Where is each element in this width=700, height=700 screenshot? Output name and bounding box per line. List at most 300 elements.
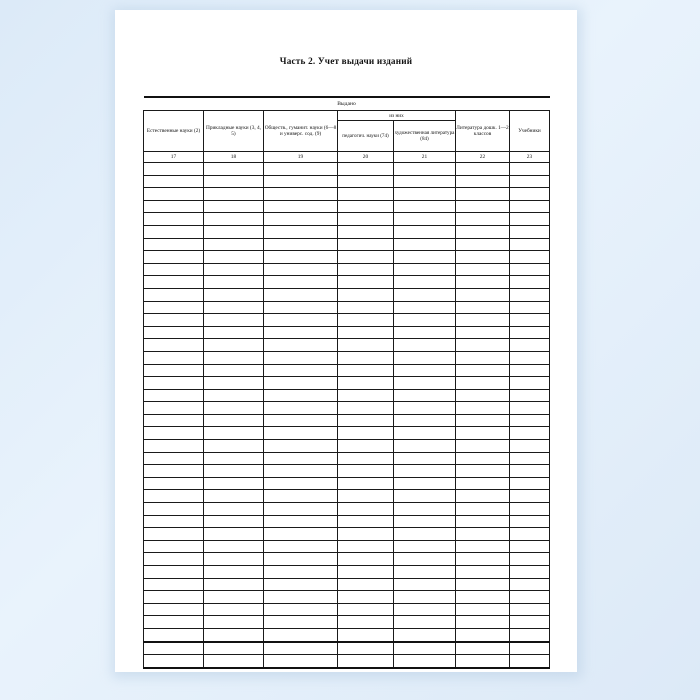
table-cell[interactable] — [144, 175, 204, 188]
table-cell[interactable] — [394, 175, 456, 188]
table-cell[interactable] — [264, 440, 338, 453]
table-cell[interactable] — [204, 288, 264, 301]
table-cell[interactable] — [144, 655, 204, 668]
table-cell[interactable] — [394, 477, 456, 490]
table-cell[interactable] — [510, 263, 550, 276]
table-cell[interactable] — [144, 477, 204, 490]
table-cell[interactable] — [144, 616, 204, 629]
table-cell[interactable] — [204, 163, 264, 176]
table-cell[interactable] — [338, 301, 394, 314]
table-cell[interactable] — [394, 314, 456, 327]
table-cell[interactable] — [456, 655, 510, 668]
table-cell[interactable] — [338, 175, 394, 188]
table-row[interactable] — [144, 377, 550, 390]
table-cell[interactable] — [394, 465, 456, 478]
table-cell[interactable] — [394, 377, 456, 390]
table-cell[interactable] — [510, 251, 550, 264]
table-cell[interactable] — [144, 440, 204, 453]
table-cell[interactable] — [204, 452, 264, 465]
table-cell[interactable] — [144, 163, 204, 176]
table-cell[interactable] — [264, 503, 338, 516]
table-row[interactable] — [144, 628, 550, 641]
table-cell[interactable] — [264, 364, 338, 377]
table-cell[interactable] — [144, 288, 204, 301]
table-cell[interactable] — [510, 225, 550, 238]
table-cell[interactable] — [394, 578, 456, 591]
table-cell[interactable] — [338, 591, 394, 604]
table-cell[interactable] — [394, 263, 456, 276]
table-cell[interactable] — [338, 414, 394, 427]
table-cell[interactable] — [510, 477, 550, 490]
table-cell[interactable] — [144, 642, 204, 655]
table-cell[interactable] — [204, 276, 264, 289]
table-row[interactable] — [144, 440, 550, 453]
table-cell[interactable] — [394, 490, 456, 503]
table-cell[interactable] — [510, 339, 550, 352]
table-cell[interactable] — [338, 213, 394, 226]
table-row[interactable] — [144, 642, 550, 655]
table-cell[interactable] — [394, 251, 456, 264]
table-cell[interactable] — [338, 490, 394, 503]
table-cell[interactable] — [144, 414, 204, 427]
table-cell[interactable] — [204, 188, 264, 201]
table-cell[interactable] — [338, 515, 394, 528]
table-row[interactable] — [144, 477, 550, 490]
table-cell[interactable] — [264, 566, 338, 579]
table-cell[interactable] — [144, 301, 204, 314]
table-cell[interactable] — [338, 642, 394, 655]
table-cell[interactable] — [456, 225, 510, 238]
table-cell[interactable] — [264, 301, 338, 314]
table-cell[interactable] — [338, 655, 394, 668]
table-cell[interactable] — [144, 225, 204, 238]
table-cell[interactable] — [144, 402, 204, 415]
table-cell[interactable] — [204, 326, 264, 339]
table-cell[interactable] — [456, 591, 510, 604]
table-cell[interactable] — [338, 377, 394, 390]
table-cell[interactable] — [456, 288, 510, 301]
table-cell[interactable] — [338, 200, 394, 213]
table-cell[interactable] — [264, 642, 338, 655]
table-cell[interactable] — [510, 628, 550, 641]
table-cell[interactable] — [456, 251, 510, 264]
table-cell[interactable] — [394, 276, 456, 289]
table-cell[interactable] — [456, 553, 510, 566]
table-row[interactable] — [144, 263, 550, 276]
table-cell[interactable] — [264, 351, 338, 364]
table-cell[interactable] — [204, 200, 264, 213]
table-cell[interactable] — [456, 427, 510, 440]
table-cell[interactable] — [510, 314, 550, 327]
table-cell[interactable] — [510, 553, 550, 566]
table-cell[interactable] — [456, 364, 510, 377]
table-cell[interactable] — [338, 225, 394, 238]
table-row[interactable] — [144, 591, 550, 604]
table-row[interactable] — [144, 351, 550, 364]
table-cell[interactable] — [510, 213, 550, 226]
table-cell[interactable] — [394, 440, 456, 453]
table-cell[interactable] — [144, 452, 204, 465]
table-cell[interactable] — [394, 655, 456, 668]
table-row[interactable] — [144, 616, 550, 629]
table-cell[interactable] — [204, 477, 264, 490]
table-cell[interactable] — [456, 528, 510, 541]
table-cell[interactable] — [394, 628, 456, 641]
table-cell[interactable] — [264, 389, 338, 402]
table-cell[interactable] — [144, 515, 204, 528]
table-cell[interactable] — [456, 566, 510, 579]
table-row[interactable] — [144, 213, 550, 226]
table-cell[interactable] — [510, 188, 550, 201]
table-cell[interactable] — [510, 238, 550, 251]
table-cell[interactable] — [338, 389, 394, 402]
table-cell[interactable] — [264, 477, 338, 490]
table-cell[interactable] — [204, 465, 264, 478]
table-cell[interactable] — [144, 528, 204, 541]
table-cell[interactable] — [510, 578, 550, 591]
table-cell[interactable] — [510, 301, 550, 314]
table-cell[interactable] — [338, 528, 394, 541]
table-row[interactable] — [144, 276, 550, 289]
table-cell[interactable] — [204, 642, 264, 655]
table-cell[interactable] — [264, 377, 338, 390]
table-cell[interactable] — [264, 288, 338, 301]
table-cell[interactable] — [510, 326, 550, 339]
table-row[interactable] — [144, 603, 550, 616]
table-cell[interactable] — [264, 238, 338, 251]
table-cell[interactable] — [264, 490, 338, 503]
table-cell[interactable] — [394, 238, 456, 251]
table-cell[interactable] — [456, 188, 510, 201]
table-cell[interactable] — [204, 616, 264, 629]
table-cell[interactable] — [204, 351, 264, 364]
table-row[interactable] — [144, 339, 550, 352]
table-cell[interactable] — [144, 566, 204, 579]
table-cell[interactable] — [338, 503, 394, 516]
table-cell[interactable] — [510, 402, 550, 415]
table-row[interactable] — [144, 175, 550, 188]
table-cell[interactable] — [204, 503, 264, 516]
table-cell[interactable] — [394, 163, 456, 176]
table-cell[interactable] — [394, 225, 456, 238]
table-cell[interactable] — [204, 238, 264, 251]
table-cell[interactable] — [394, 540, 456, 553]
table-cell[interactable] — [144, 427, 204, 440]
table-row[interactable] — [144, 515, 550, 528]
table-cell[interactable] — [204, 540, 264, 553]
table-row[interactable] — [144, 251, 550, 264]
table-cell[interactable] — [264, 263, 338, 276]
table-cell[interactable] — [510, 566, 550, 579]
table-cell[interactable] — [456, 163, 510, 176]
table-cell[interactable] — [510, 288, 550, 301]
table-cell[interactable] — [264, 175, 338, 188]
table-cell[interactable] — [204, 655, 264, 668]
table-cell[interactable] — [338, 603, 394, 616]
table-cell[interactable] — [456, 175, 510, 188]
table-cell[interactable] — [144, 263, 204, 276]
table-cell[interactable] — [204, 213, 264, 226]
table-cell[interactable] — [264, 314, 338, 327]
table-cell[interactable] — [204, 364, 264, 377]
table-cell[interactable] — [456, 276, 510, 289]
table-row[interactable] — [144, 200, 550, 213]
table-cell[interactable] — [264, 427, 338, 440]
table-cell[interactable] — [264, 225, 338, 238]
table-cell[interactable] — [456, 440, 510, 453]
table-cell[interactable] — [144, 490, 204, 503]
table-cell[interactable] — [338, 276, 394, 289]
table-cell[interactable] — [338, 452, 394, 465]
table-cell[interactable] — [394, 200, 456, 213]
table-cell[interactable] — [144, 603, 204, 616]
table-cell[interactable] — [204, 175, 264, 188]
table-cell[interactable] — [456, 452, 510, 465]
table-cell[interactable] — [394, 188, 456, 201]
table-cell[interactable] — [204, 301, 264, 314]
table-row[interactable] — [144, 540, 550, 553]
table-cell[interactable] — [338, 351, 394, 364]
table-cell[interactable] — [338, 263, 394, 276]
table-cell[interactable] — [510, 276, 550, 289]
table-cell[interactable] — [204, 251, 264, 264]
table-row[interactable] — [144, 578, 550, 591]
table-cell[interactable] — [456, 477, 510, 490]
table-cell[interactable] — [338, 427, 394, 440]
table-cell[interactable] — [338, 364, 394, 377]
table-row[interactable] — [144, 314, 550, 327]
table-cell[interactable] — [144, 389, 204, 402]
table-cell[interactable] — [144, 364, 204, 377]
table-cell[interactable] — [264, 591, 338, 604]
table-cell[interactable] — [338, 628, 394, 641]
table-cell[interactable] — [144, 238, 204, 251]
table-cell[interactable] — [510, 503, 550, 516]
table-cell[interactable] — [204, 566, 264, 579]
table-cell[interactable] — [456, 339, 510, 352]
table-cell[interactable] — [510, 389, 550, 402]
table-cell[interactable] — [144, 339, 204, 352]
table-row[interactable] — [144, 414, 550, 427]
table-cell[interactable] — [338, 188, 394, 201]
table-cell[interactable] — [338, 326, 394, 339]
table-cell[interactable] — [144, 578, 204, 591]
table-cell[interactable] — [510, 490, 550, 503]
table-cell[interactable] — [338, 251, 394, 264]
table-row[interactable] — [144, 528, 550, 541]
table-cell[interactable] — [338, 339, 394, 352]
table-cell[interactable] — [394, 364, 456, 377]
table-cell[interactable] — [144, 251, 204, 264]
table-cell[interactable] — [204, 427, 264, 440]
table-cell[interactable] — [264, 628, 338, 641]
table-cell[interactable] — [204, 314, 264, 327]
table-cell[interactable] — [144, 213, 204, 226]
table-cell[interactable] — [264, 188, 338, 201]
table-cell[interactable] — [394, 603, 456, 616]
table-cell[interactable] — [264, 213, 338, 226]
table-cell[interactable] — [510, 175, 550, 188]
table-cell[interactable] — [510, 200, 550, 213]
table-cell[interactable] — [456, 377, 510, 390]
table-cell[interactable] — [204, 578, 264, 591]
table-cell[interactable] — [394, 515, 456, 528]
table-cell[interactable] — [456, 213, 510, 226]
table-cell[interactable] — [338, 553, 394, 566]
table-cell[interactable] — [264, 540, 338, 553]
table-cell[interactable] — [394, 288, 456, 301]
table-cell[interactable] — [204, 440, 264, 453]
table-cell[interactable] — [456, 628, 510, 641]
table-cell[interactable] — [204, 225, 264, 238]
table-cell[interactable] — [264, 515, 338, 528]
table-cell[interactable] — [456, 465, 510, 478]
table-cell[interactable] — [510, 655, 550, 668]
table-cell[interactable] — [510, 616, 550, 629]
table-cell[interactable] — [394, 503, 456, 516]
table-cell[interactable] — [456, 603, 510, 616]
table-cell[interactable] — [456, 414, 510, 427]
table-cell[interactable] — [204, 628, 264, 641]
table-cell[interactable] — [456, 326, 510, 339]
table-row[interactable] — [144, 389, 550, 402]
table-cell[interactable] — [264, 578, 338, 591]
table-cell[interactable] — [264, 200, 338, 213]
table-cell[interactable] — [204, 339, 264, 352]
table-cell[interactable] — [144, 188, 204, 201]
table-cell[interactable] — [144, 276, 204, 289]
table-cell[interactable] — [204, 377, 264, 390]
table-cell[interactable] — [394, 414, 456, 427]
table-cell[interactable] — [394, 528, 456, 541]
table-cell[interactable] — [456, 642, 510, 655]
table-cell[interactable] — [338, 616, 394, 629]
table-row[interactable] — [144, 326, 550, 339]
table-cell[interactable] — [204, 414, 264, 427]
table-cell[interactable] — [510, 377, 550, 390]
table-cell[interactable] — [204, 490, 264, 503]
table-cell[interactable] — [144, 314, 204, 327]
table-cell[interactable] — [510, 427, 550, 440]
table-cell[interactable] — [456, 351, 510, 364]
table-cell[interactable] — [338, 163, 394, 176]
table-cell[interactable] — [394, 553, 456, 566]
table-row[interactable] — [144, 427, 550, 440]
table-cell[interactable] — [394, 616, 456, 629]
table-cell[interactable] — [510, 163, 550, 176]
table-cell[interactable] — [204, 389, 264, 402]
table-cell[interactable] — [394, 339, 456, 352]
table-cell[interactable] — [456, 238, 510, 251]
table-cell[interactable] — [510, 603, 550, 616]
table-cell[interactable] — [510, 465, 550, 478]
table-cell[interactable] — [338, 566, 394, 579]
table-cell[interactable] — [394, 326, 456, 339]
table-cell[interactable] — [338, 314, 394, 327]
table-row[interactable] — [144, 238, 550, 251]
table-cell[interactable] — [394, 452, 456, 465]
table-cell[interactable] — [456, 402, 510, 415]
table-cell[interactable] — [456, 540, 510, 553]
table-cell[interactable] — [264, 339, 338, 352]
table-row[interactable] — [144, 364, 550, 377]
table-cell[interactable] — [144, 628, 204, 641]
table-row[interactable] — [144, 301, 550, 314]
table-row[interactable] — [144, 452, 550, 465]
table-cell[interactable] — [144, 540, 204, 553]
table-cell[interactable] — [394, 389, 456, 402]
table-cell[interactable] — [264, 603, 338, 616]
table-cell[interactable] — [510, 440, 550, 453]
table-cell[interactable] — [510, 351, 550, 364]
table-cell[interactable] — [204, 528, 264, 541]
table-row[interactable] — [144, 188, 550, 201]
table-cell[interactable] — [264, 276, 338, 289]
table-cell[interactable] — [456, 515, 510, 528]
table-row[interactable] — [144, 503, 550, 516]
table-cell[interactable] — [510, 364, 550, 377]
table-cell[interactable] — [456, 503, 510, 516]
table-cell[interactable] — [338, 578, 394, 591]
table-cell[interactable] — [510, 452, 550, 465]
table-row[interactable] — [144, 465, 550, 478]
table-cell[interactable] — [204, 515, 264, 528]
table-cell[interactable] — [456, 578, 510, 591]
table-cell[interactable] — [394, 566, 456, 579]
table-cell[interactable] — [264, 163, 338, 176]
table-cell[interactable] — [456, 314, 510, 327]
table-cell[interactable] — [264, 553, 338, 566]
table-row[interactable] — [144, 553, 550, 566]
table-cell[interactable] — [456, 389, 510, 402]
table-cell[interactable] — [264, 251, 338, 264]
table-cell[interactable] — [204, 263, 264, 276]
table-cell[interactable] — [510, 540, 550, 553]
table-row[interactable] — [144, 655, 550, 668]
table-row[interactable] — [144, 566, 550, 579]
table-cell[interactable] — [144, 377, 204, 390]
table-cell[interactable] — [264, 414, 338, 427]
table-cell[interactable] — [510, 642, 550, 655]
table-cell[interactable] — [510, 528, 550, 541]
table-cell[interactable] — [144, 503, 204, 516]
table-cell[interactable] — [338, 402, 394, 415]
table-row[interactable] — [144, 490, 550, 503]
table-cell[interactable] — [264, 528, 338, 541]
table-cell[interactable] — [338, 540, 394, 553]
table-cell[interactable] — [338, 477, 394, 490]
table-cell[interactable] — [456, 490, 510, 503]
table-cell[interactable] — [264, 452, 338, 465]
table-cell[interactable] — [456, 200, 510, 213]
table-cell[interactable] — [338, 440, 394, 453]
table-cell[interactable] — [394, 642, 456, 655]
table-cell[interactable] — [394, 301, 456, 314]
table-cell[interactable] — [204, 402, 264, 415]
table-row[interactable] — [144, 225, 550, 238]
table-cell[interactable] — [264, 465, 338, 478]
table-cell[interactable] — [204, 591, 264, 604]
table-cell[interactable] — [510, 414, 550, 427]
table-cell[interactable] — [394, 402, 456, 415]
table-cell[interactable] — [394, 591, 456, 604]
table-cell[interactable] — [264, 655, 338, 668]
table-cell[interactable] — [394, 427, 456, 440]
table-row[interactable] — [144, 163, 550, 176]
table-cell[interactable] — [510, 591, 550, 604]
table-cell[interactable] — [144, 553, 204, 566]
table-cell[interactable] — [510, 515, 550, 528]
